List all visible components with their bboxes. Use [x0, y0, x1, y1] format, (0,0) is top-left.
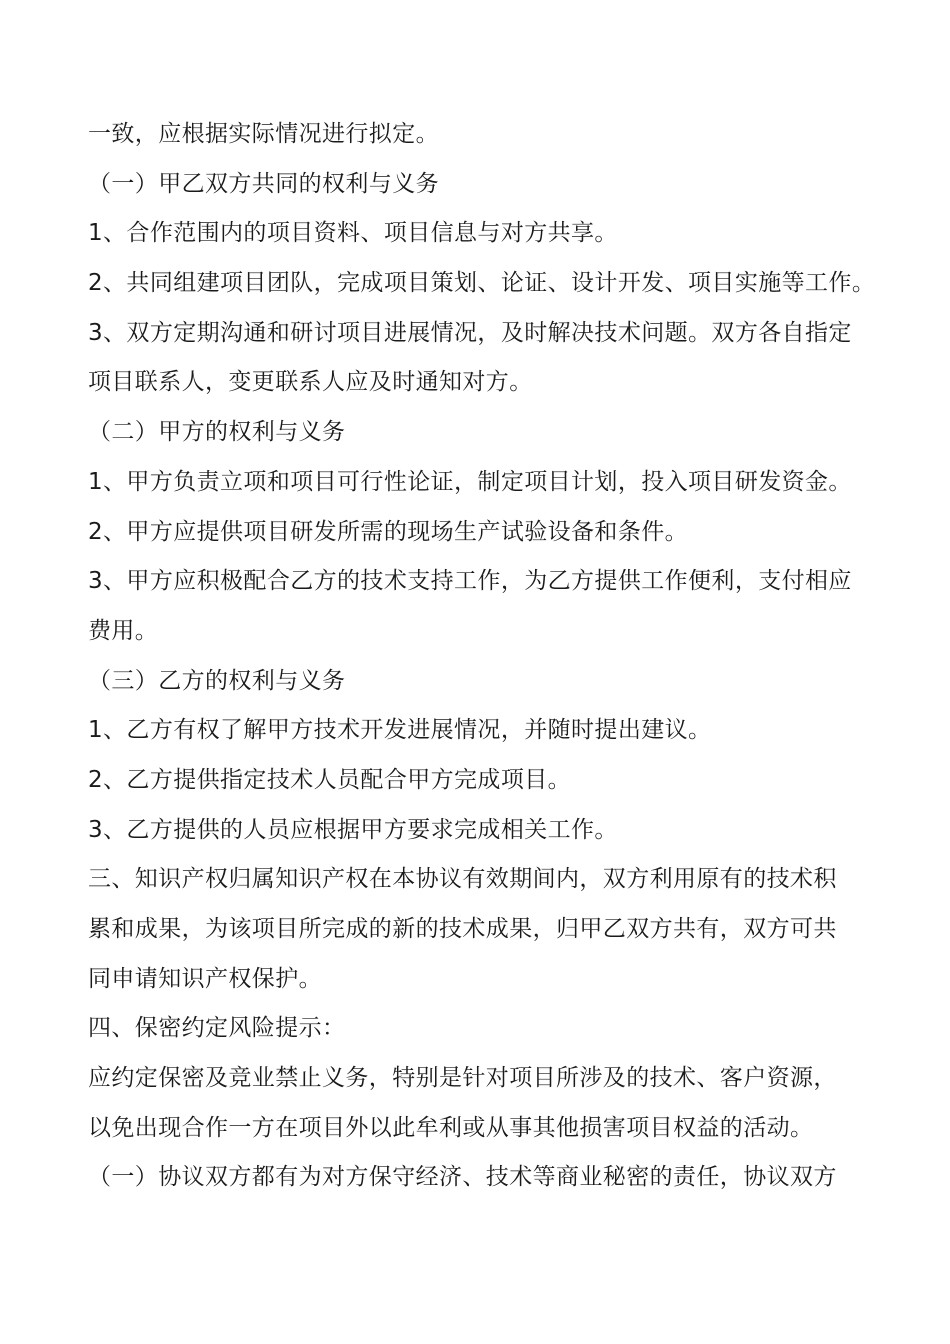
- paragraph-line: 2、甲方应提供项目研发所需的现场生产试验设备和条件。: [88, 518, 689, 545]
- paragraph-line: 3、乙方提供的人员应根据甲方要求完成相关工作。: [88, 816, 618, 843]
- section-heading-line: 四、保密约定风险提示：: [88, 1015, 346, 1042]
- paragraph-line: 3、双方定期沟通和研讨项目进展情况，及时解决技术问题。双方各自指定: [88, 319, 852, 346]
- paragraph-line: 3、甲方应积极配合乙方的技术支持工作，为乙方提供工作便利，支付相应: [88, 568, 852, 595]
- paragraph-line: 一致，应根据实际情况进行拟定。: [88, 121, 439, 147]
- paragraph-line: 累和成果，为该项目所完成的新的技术成果，归甲乙双方共有，双方可共: [88, 916, 837, 942]
- paragraph-line: 1、乙方有权了解甲方技术开发进展情况，并随时提出建议。: [88, 717, 712, 744]
- paragraph-line: 2、共同组建项目团队，完成项目策划、论证、设计开发、项目实施等工作。: [88, 270, 876, 297]
- paragraph-line: 1、合作范围内的项目资料、项目信息与对方共享。: [88, 220, 618, 247]
- section-heading-line: （二）甲方的权利与义务: [88, 419, 346, 446]
- paragraph-line: 以免出现合作一方在项目外以此牟利或从事其他损害项目权益的活动。: [88, 1114, 814, 1141]
- paragraph-line: 项目联系人，变更联系人应及时通知对方。: [88, 369, 533, 396]
- paragraph-line: 1、甲方负责立项和项目可行性论证，制定项目计划，投入项目研发资金。: [88, 468, 852, 495]
- section-heading-line: （三）乙方的权利与义务: [88, 667, 346, 694]
- section-heading-line: 三、知识产权归属知识产权在本协议有效期间内，双方利用原有的技术积: [88, 866, 837, 893]
- paragraph-line: （一）协议双方都有为对方保守经济、技术等商业秘密的责任，协议双方: [88, 1164, 837, 1191]
- paragraph-line: 同申请知识产权保护。: [88, 965, 322, 992]
- document-body: [88, 110, 878, 1203]
- paragraph-line: 2、乙方提供指定技术人员配合甲方完成项目。: [88, 766, 572, 793]
- paragraph-line: 费用。: [88, 617, 159, 644]
- paragraph-line: 应约定保密及竞业禁止义务，特别是针对项目所涉及的技术、客户资源，: [88, 1065, 837, 1092]
- section-heading-line: （一）甲乙双方共同的权利与义务: [88, 170, 439, 197]
